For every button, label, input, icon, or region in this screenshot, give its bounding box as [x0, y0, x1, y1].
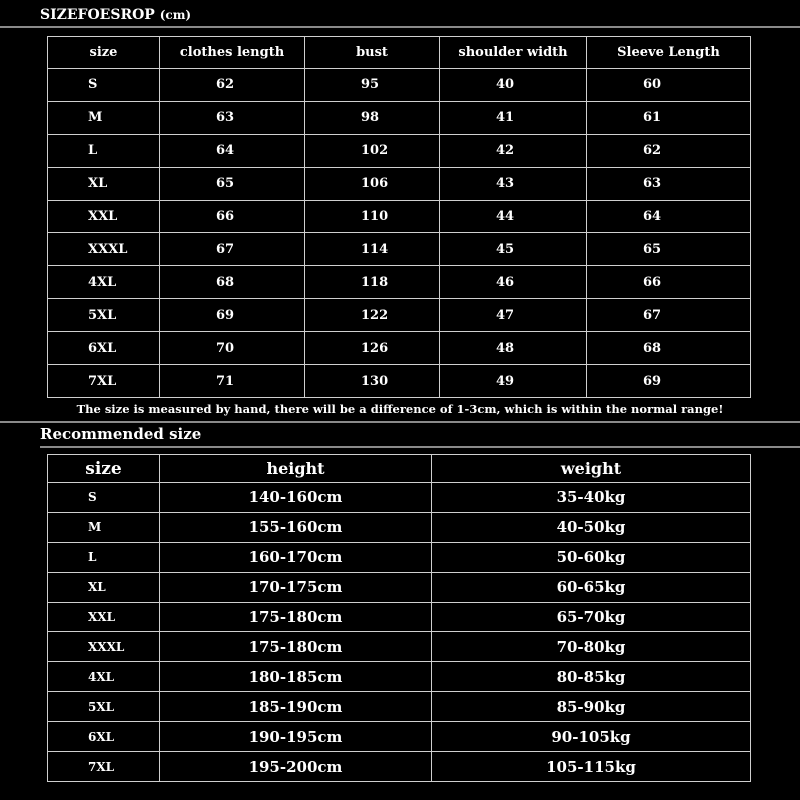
height-cell: 160-170cm: [160, 542, 432, 572]
sleeve-length-cell: 62: [587, 134, 751, 167]
bust-cell: 118: [305, 266, 440, 299]
weight-cell: 70-80kg: [432, 632, 751, 662]
top-divider: [0, 26, 800, 28]
clothes-length-cell: 70: [160, 332, 305, 365]
sleeve-length-cell: 66: [587, 266, 751, 299]
clothes-length-cell: 63: [160, 101, 305, 134]
shoulder-width-cell: 41: [440, 101, 587, 134]
clothes-length-cell: 69: [160, 299, 305, 332]
size-cell: M: [48, 512, 160, 542]
bust-cell: 130: [305, 365, 440, 398]
header-size: size: [48, 455, 160, 483]
header-weight: weight: [432, 455, 751, 483]
shoulder-width-cell: 40: [440, 69, 587, 102]
sleeve-length-cell: 69: [587, 365, 751, 398]
table-row: [48, 101, 751, 134]
clothes-length-cell: 66: [160, 200, 305, 233]
size-chart-title-text: SIZEFOESROP: [40, 7, 155, 23]
table-row: [48, 134, 751, 167]
sleeve-length-cell: 63: [587, 167, 751, 200]
bust-cell: 106: [305, 167, 440, 200]
recommended-size-table: [47, 454, 751, 782]
sleeve-length-cell: 64: [587, 200, 751, 233]
shoulder-width-cell: 46: [440, 266, 587, 299]
clothes-length-cell: 64: [160, 134, 305, 167]
table-row: [48, 512, 751, 542]
weight-cell: 85-90kg: [432, 692, 751, 722]
height-cell: 170-175cm: [160, 572, 432, 602]
weight-cell: 80-85kg: [432, 662, 751, 692]
header-shoulder-width: shoulder width: [440, 37, 587, 69]
table-row: [48, 332, 751, 365]
bust-cell: 110: [305, 200, 440, 233]
bust-cell: 102: [305, 134, 440, 167]
sleeve-length-cell: 68: [587, 332, 751, 365]
clothes-length-cell: 65: [160, 167, 305, 200]
sleeve-length-cell: 67: [587, 299, 751, 332]
sleeve-length-cell: 65: [587, 233, 751, 266]
sleeve-length-cell: 60: [587, 69, 751, 102]
recommended-underline: [40, 446, 800, 448]
size-cell: 5XL: [48, 299, 160, 332]
table-row: [48, 365, 751, 398]
shoulder-width-cell: 48: [440, 332, 587, 365]
weight-cell: 65-70kg: [432, 602, 751, 632]
size-cell: 4XL: [48, 662, 160, 692]
bust-cell: 114: [305, 233, 440, 266]
table-row: [48, 632, 751, 662]
table-row: [48, 233, 751, 266]
shoulder-width-cell: 49: [440, 365, 587, 398]
table-row: [48, 602, 751, 632]
size-cell: XL: [48, 572, 160, 602]
weight-cell: 105-115kg: [432, 752, 751, 782]
header-bust: bust: [305, 37, 440, 69]
measurement-note: The size is measured by hand, there will be a difference of 1-3cm, which is within the normal range!: [76, 402, 724, 416]
size-cell: 5XL: [48, 692, 160, 722]
size-cell: 7XL: [48, 365, 160, 398]
shoulder-width-cell: 47: [440, 299, 587, 332]
weight-cell: 60-65kg: [432, 572, 751, 602]
size-cell: XXL: [48, 200, 160, 233]
table-row: [48, 572, 751, 602]
bust-cell: 122: [305, 299, 440, 332]
height-cell: 175-180cm: [160, 632, 432, 662]
bust-cell: 95: [305, 69, 440, 102]
size-cell: XXL: [48, 602, 160, 632]
recommended-title: Recommended size: [40, 425, 202, 443]
table-row: [48, 299, 751, 332]
header-height: height: [160, 455, 432, 483]
weight-cell: 35-40kg: [432, 483, 751, 513]
weight-cell: 90-105kg: [432, 722, 751, 752]
height-cell: 140-160cm: [160, 483, 432, 513]
size-cell: L: [48, 542, 160, 572]
size-cell: S: [48, 69, 160, 102]
height-cell: 190-195cm: [160, 722, 432, 752]
size-cell: XXXL: [48, 632, 160, 662]
size-cell: XXXL: [48, 233, 160, 266]
size-cell: 7XL: [48, 752, 160, 782]
size-cell: XL: [48, 167, 160, 200]
shoulder-width-cell: 42: [440, 134, 587, 167]
height-cell: 175-180cm: [160, 602, 432, 632]
table-row: [48, 752, 751, 782]
table-row: [48, 167, 751, 200]
clothes-length-cell: 68: [160, 266, 305, 299]
clothes-length-cell: 67: [160, 233, 305, 266]
size-cell: M: [48, 101, 160, 134]
header-clothes-length: clothes length: [160, 37, 305, 69]
table-row: [48, 692, 751, 722]
bust-cell: 98: [305, 101, 440, 134]
size-cell: 4XL: [48, 266, 160, 299]
size-cell: S: [48, 483, 160, 513]
sleeve-length-cell: 61: [587, 101, 751, 134]
clothes-length-cell: 71: [160, 365, 305, 398]
header-sleeve-length: Sleeve Length: [587, 37, 751, 69]
size-cell: 6XL: [48, 332, 160, 365]
table-row: [48, 69, 751, 102]
height-cell: 155-160cm: [160, 512, 432, 542]
header-size: size: [48, 37, 160, 69]
table-row: [48, 662, 751, 692]
weight-cell: 50-60kg: [432, 542, 751, 572]
table-row: [48, 483, 751, 513]
height-cell: 195-200cm: [160, 752, 432, 782]
height-cell: 185-190cm: [160, 692, 432, 722]
table-row: [48, 266, 751, 299]
shoulder-width-cell: 44: [440, 200, 587, 233]
table-row: [48, 722, 751, 752]
size-chart-unit: (cm): [159, 8, 192, 22]
height-cell: 180-185cm: [160, 662, 432, 692]
size-cell: L: [48, 134, 160, 167]
table-row: [48, 542, 751, 572]
bust-cell: 126: [305, 332, 440, 365]
size-chart-title: [40, 4, 191, 26]
shoulder-width-cell: 45: [440, 233, 587, 266]
size-chart-table: [47, 36, 751, 398]
size-cell: 6XL: [48, 722, 160, 752]
recommended-header-row: [48, 455, 751, 483]
shoulder-width-cell: 43: [440, 167, 587, 200]
size-chart-header-row: [48, 37, 751, 69]
clothes-length-cell: 62: [160, 69, 305, 102]
weight-cell: 40-50kg: [432, 512, 751, 542]
table-row: [48, 200, 751, 233]
